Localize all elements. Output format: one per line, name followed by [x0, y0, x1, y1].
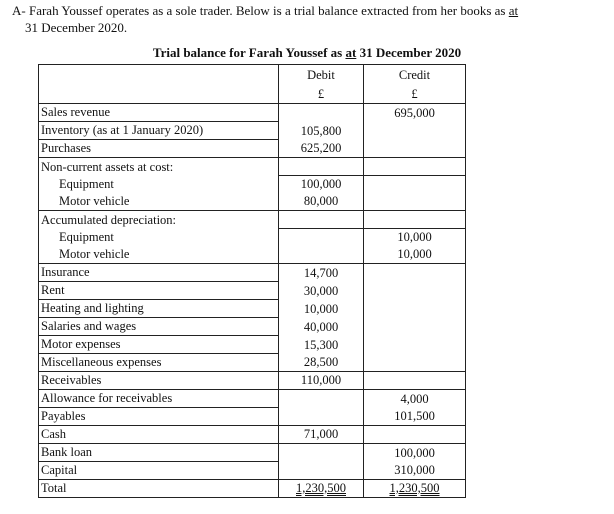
- row-debit: [279, 211, 364, 229]
- row-credit: [364, 426, 466, 444]
- row-debit: 105,800: [279, 122, 364, 140]
- row-debit: [279, 462, 364, 480]
- table-row: [39, 480, 466, 498]
- row-debit: 100,000: [279, 176, 364, 194]
- row-debit: [279, 246, 364, 264]
- currency-blank-cell: [39, 84, 279, 104]
- row-label: Insurance: [39, 264, 279, 282]
- row-credit: [364, 140, 466, 158]
- row-credit: [364, 300, 466, 318]
- row-credit: [364, 211, 466, 229]
- table-row: [39, 140, 466, 158]
- table-row: [39, 444, 466, 462]
- row-credit: 101,500: [364, 408, 466, 426]
- row-debit: [279, 408, 364, 426]
- row-credit: [364, 354, 466, 372]
- row-credit: 10,000: [364, 246, 466, 264]
- row-debit: 1,230,500: [279, 480, 364, 498]
- table-row: [39, 176, 466, 194]
- row-credit: [364, 264, 466, 282]
- table-row: [39, 426, 466, 444]
- row-credit: 100,000: [364, 444, 466, 462]
- table-row: [39, 158, 466, 176]
- intro-paragraph: [12, 2, 602, 36]
- row-credit: 695,000: [364, 104, 466, 122]
- row-credit: 4,000: [364, 390, 466, 408]
- debit-currency: £: [279, 84, 364, 104]
- row-credit: 310,000: [364, 462, 466, 480]
- table-row: [39, 264, 466, 282]
- row-label: Motor vehicle: [39, 246, 279, 264]
- table-row: [39, 229, 466, 247]
- row-label: Bank loan: [39, 444, 279, 462]
- row-label: Receivables: [39, 372, 279, 390]
- row-credit: [364, 372, 466, 390]
- row-credit: [364, 158, 466, 176]
- row-label: Motor expenses: [39, 336, 279, 354]
- credit-currency: £: [364, 84, 466, 104]
- row-label: Salaries and wages: [39, 318, 279, 336]
- row-debit: 28,500: [279, 354, 364, 372]
- row-credit: [364, 176, 466, 194]
- row-credit: [364, 122, 466, 140]
- table-row: [39, 122, 466, 140]
- table-row: [39, 246, 466, 264]
- row-debit: 80,000: [279, 193, 364, 211]
- row-label: Motor vehicle: [39, 193, 279, 211]
- header-blank-cell: [39, 65, 279, 85]
- row-debit: 15,300: [279, 336, 364, 354]
- table-row: [39, 354, 466, 372]
- table-row: [39, 462, 466, 480]
- row-label: Miscellaneous expenses: [39, 354, 279, 372]
- table-title: [0, 45, 614, 61]
- row-credit: [364, 282, 466, 300]
- row-label: Payables: [39, 408, 279, 426]
- intro-line-1: A- Farah Youssef operates as a sole trader. Below is a trial balance extracted from her books as: [12, 3, 506, 18]
- table-row: [39, 104, 466, 122]
- row-label: Non-current assets at cost:: [39, 158, 279, 176]
- row-label: Equipment: [39, 176, 279, 194]
- row-debit: [279, 390, 364, 408]
- row-label: Capital: [39, 462, 279, 480]
- table-row: [39, 390, 466, 408]
- row-label: Allowance for receivables: [39, 390, 279, 408]
- row-credit: [364, 318, 466, 336]
- row-debit: [279, 104, 364, 122]
- header-row: [39, 65, 466, 85]
- row-debit: 10,000: [279, 300, 364, 318]
- title-prefix: Trial balance for Farah Youssef as: [152, 45, 343, 60]
- row-debit: [279, 158, 364, 176]
- title-at: at: [345, 45, 357, 60]
- row-label: Accumulated depreciation:: [39, 211, 279, 229]
- row-label: Rent: [39, 282, 279, 300]
- row-debit: 40,000: [279, 318, 364, 336]
- table-row: [39, 300, 466, 318]
- table-row: [39, 318, 466, 336]
- row-credit: 1,230,500: [364, 480, 466, 498]
- row-debit: 110,000: [279, 372, 364, 390]
- row-label: Inventory (as at 1 January 2020): [39, 122, 279, 140]
- row-label: Purchases: [39, 140, 279, 158]
- row-credit: [364, 193, 466, 211]
- table-row: [39, 211, 466, 229]
- intro-line-1-at: at: [508, 3, 519, 18]
- table-row: [39, 282, 466, 300]
- table-row: [39, 372, 466, 390]
- intro-line-2: 31 December 2020.: [25, 20, 128, 35]
- row-credit: [364, 336, 466, 354]
- row-label: Total: [39, 480, 279, 498]
- header-debit: Debit: [279, 65, 364, 85]
- row-label: Heating and lighting: [39, 300, 279, 318]
- title-suffix: 31 December 2020: [359, 45, 462, 60]
- row-credit: 10,000: [364, 229, 466, 247]
- row-debit: 625,200: [279, 140, 364, 158]
- table-row: [39, 336, 466, 354]
- row-label: Cash: [39, 426, 279, 444]
- row-label: Sales revenue: [39, 104, 279, 122]
- table-row: [39, 193, 466, 211]
- row-debit: [279, 229, 364, 247]
- row-debit: 30,000: [279, 282, 364, 300]
- currency-row: [39, 84, 466, 104]
- row-label: Equipment: [39, 229, 279, 247]
- trial-balance-table: [38, 64, 466, 498]
- row-debit: 14,700: [279, 264, 364, 282]
- row-debit: [279, 444, 364, 462]
- header-credit: Credit: [364, 65, 466, 85]
- table-row: [39, 408, 466, 426]
- row-debit: 71,000: [279, 426, 364, 444]
